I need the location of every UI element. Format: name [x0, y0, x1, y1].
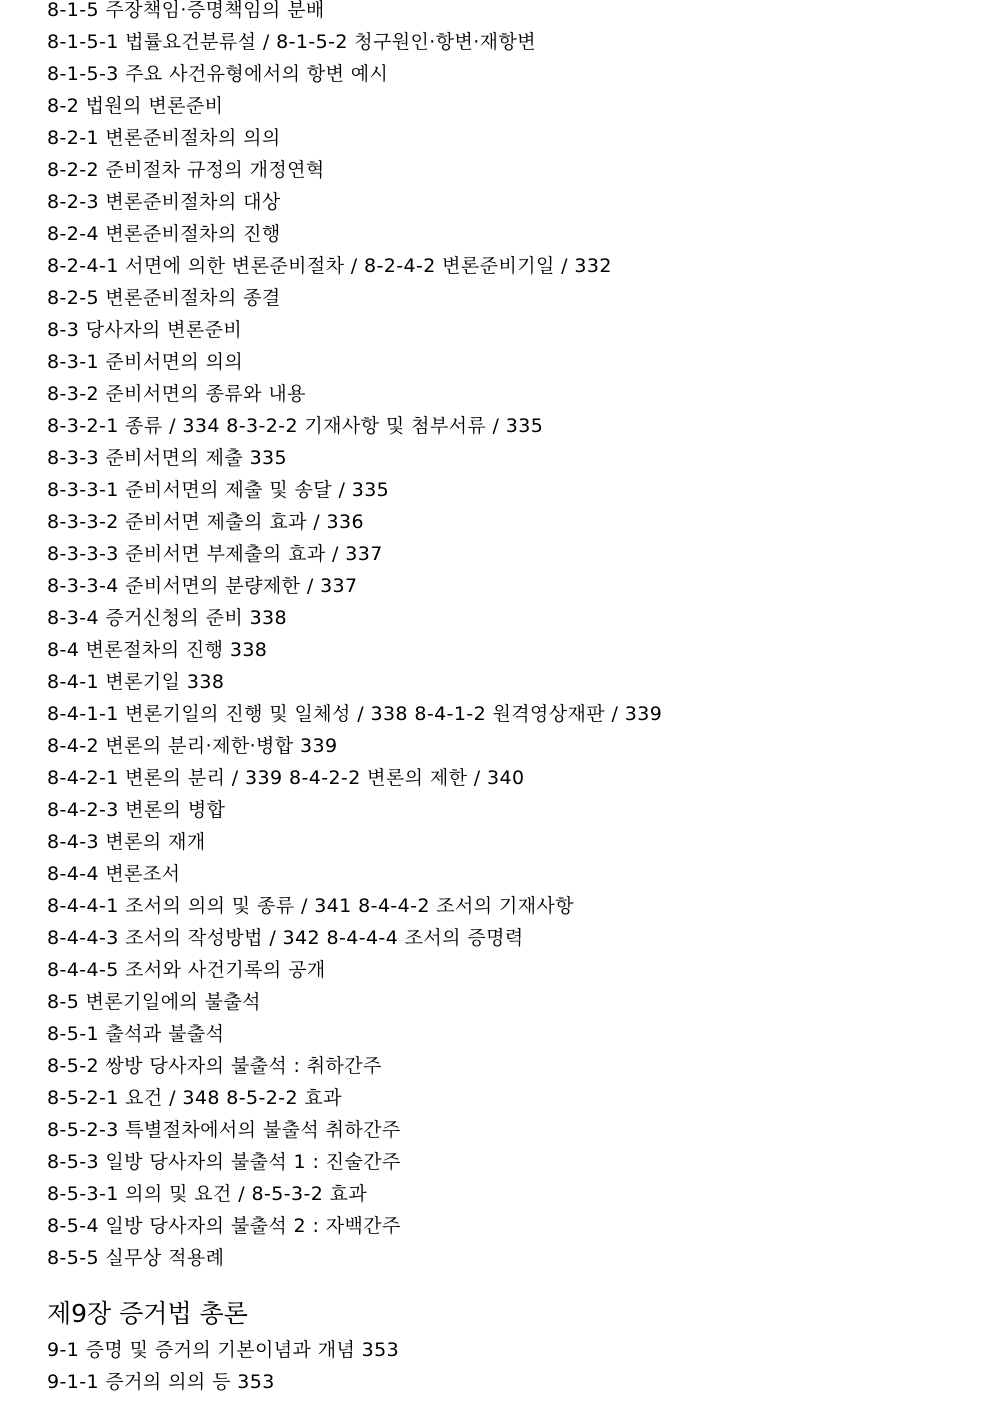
toc-line: 8-2-4-1 서면에 의한 변론준비절차 / 8-2-4-2 변론준비기일 / 332	[47, 255, 612, 277]
toc-line: 8-4-4-5 조서와 사건기록의 공개	[47, 959, 326, 981]
toc-line: 8-4-2 변론의 분리·제한·병합 339	[47, 735, 338, 757]
toc-line: 8-4-2-3 변론의 병합	[47, 799, 226, 821]
toc-line: 8-4-1-1 변론기일의 진행 및 일체성 / 338 8-4-1-2 원격영상재판 / 339	[47, 703, 663, 725]
toc-line: 8-4-4-3 조서의 작성방법 / 342 8-4-4-4 조서의 증명력	[47, 927, 524, 949]
toc-line: 9-1-1 증거의 의의 등 353	[47, 1371, 275, 1393]
toc-line: 8-5-3 일방 당사자의 불출석 1 : 진술간주	[47, 1151, 401, 1173]
toc-line: 8-4-1 변론기일 338	[47, 671, 225, 693]
toc-line: 8-4-4-1 조서의 의의 및 종류 / 341 8-4-4-2 조서의 기재사항	[47, 895, 574, 917]
toc-line: 8-3-3-3 준비서면 부제출의 효과 / 337	[47, 543, 383, 565]
toc-line: 8-5-2-1 요건 / 348 8-5-2-2 효과	[47, 1087, 342, 1109]
toc-line: 8-3-2-1 종류 / 334 8-3-2-2 기재사항 및 첨부서류 / 335	[47, 415, 544, 437]
toc-line: 8-5-2 쌍방 당사자의 불출석 : 취하간주	[47, 1055, 382, 1077]
table-of-contents	[47, 0, 977, 1398]
toc-line: 8-4-4 변론조서	[47, 863, 181, 885]
toc-line: 8-3-2 준비서면의 종류와 내용	[47, 383, 306, 405]
toc-line: 8-5-4 일방 당사자의 불출석 2 : 자백간주	[47, 1215, 401, 1237]
chapter-heading: 제9장 증거법 총론	[47, 1299, 248, 1328]
toc-line: 9-1 증명 및 증거의 기본이념과 개념 353	[47, 1339, 400, 1361]
toc-line: 8-3-3-2 준비서면 제출의 효과 / 336	[47, 511, 364, 533]
chapter-spacer	[47, 1274, 977, 1294]
toc-line: 8-1-5 주장책임·증명책임의 분배	[47, 0, 325, 21]
toc-line: 8-5-2-3 특별절차에서의 불출석 취하간주	[47, 1119, 401, 1141]
toc-line: 8-5 변론기일에의 불출석	[47, 991, 261, 1013]
toc-line: 8-5-5 실무상 적용례	[47, 1247, 225, 1269]
toc-line: 8-1-5-3 주요 사건유형에서의 항변 예시	[47, 63, 389, 85]
toc-line: 8-2-5 변론준비절차의 종결	[47, 287, 281, 309]
toc-line: 8-1-5-1 법률요건분류설 / 8-1-5-2 청구원인·항변·재항변	[47, 31, 536, 53]
toc-line: 8-3-3 준비서면의 제출 335	[47, 447, 288, 469]
toc-line: 8-4-2-1 변론의 분리 / 339 8-4-2-2 변론의 제한 / 340	[47, 767, 525, 789]
toc-line: 8-2-4 변론준비절차의 진행	[47, 223, 281, 245]
toc-line: 8-5-3-1 의의 및 요건 / 8-5-3-2 효과	[47, 1183, 368, 1205]
toc-line: 8-2-1 변론준비절차의 의의	[47, 127, 281, 149]
toc-line: 8-5-1 출석과 불출석	[47, 1023, 225, 1045]
toc-line: 8-3-1 준비서면의 의의	[47, 351, 244, 373]
toc-line: 8-3-3-4 준비서면의 분량제한 / 337	[47, 575, 358, 597]
toc-line: 8-3-3-1 준비서면의 제출 및 송달 / 335	[47, 479, 390, 501]
toc-line: 8-3-4 증거신청의 준비 338	[47, 607, 288, 629]
toc-line: 8-4-3 변론의 재개	[47, 831, 206, 853]
toc-line: 8-3 당사자의 변론준비	[47, 319, 243, 341]
toc-line: 8-4 변론절차의 진행 338	[47, 639, 268, 661]
toc-line: 8-2-3 변론준비절차의 대상	[47, 191, 281, 213]
toc-line: 8-2 법원의 변론준비	[47, 95, 224, 117]
toc-line: 8-2-2 준비절차 규정의 개정연혁	[47, 159, 325, 181]
